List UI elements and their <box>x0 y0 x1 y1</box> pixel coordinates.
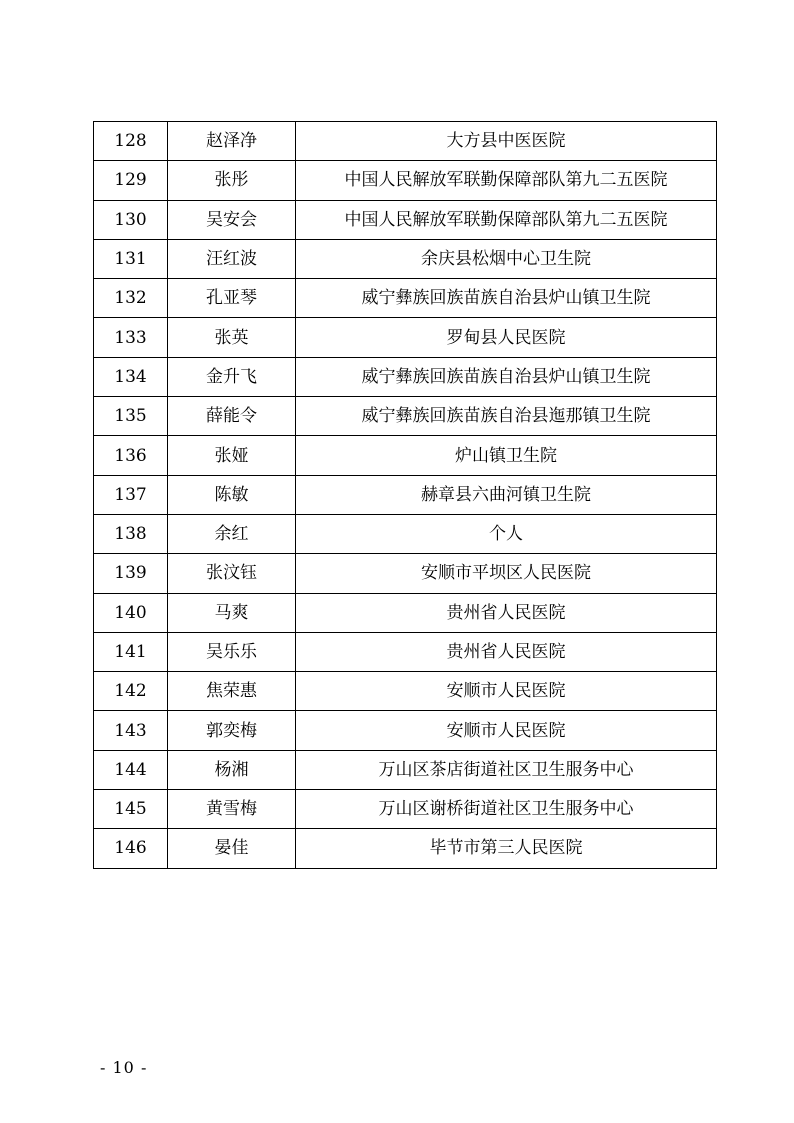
table-row <box>94 672 717 711</box>
row-number-cell: 138 <box>94 514 168 553</box>
row-number-cell: 146 <box>94 829 168 868</box>
table-row <box>94 632 717 671</box>
table-row <box>94 161 717 200</box>
row-number-cell: 135 <box>94 397 168 436</box>
table-row <box>94 514 717 553</box>
organization-cell: 安顺市人民医院 <box>296 672 717 711</box>
table-row <box>94 397 717 436</box>
name-cell: 杨湘 <box>168 750 296 789</box>
row-number-cell: 131 <box>94 239 168 278</box>
row-number-cell: 132 <box>94 279 168 318</box>
organization-cell: 个人 <box>296 514 717 553</box>
name-cell: 陈敏 <box>168 475 296 514</box>
organization-cell: 贵州省人民医院 <box>296 593 717 632</box>
page-number: - 10 - <box>100 1058 148 1077</box>
name-cell: 张英 <box>168 318 296 357</box>
table-row <box>94 829 717 868</box>
organization-cell: 炉山镇卫生院 <box>296 436 717 475</box>
name-cell: 张娅 <box>168 436 296 475</box>
name-cell: 张彤 <box>168 161 296 200</box>
name-cell: 吴乐乐 <box>168 632 296 671</box>
name-cell: 孔亚琴 <box>168 279 296 318</box>
organization-cell: 赫章县六曲河镇卫生院 <box>296 475 717 514</box>
organization-cell: 安顺市平坝区人民医院 <box>296 554 717 593</box>
table-row <box>94 475 717 514</box>
organization-cell: 毕节市第三人民医院 <box>296 829 717 868</box>
roster-table-body <box>94 122 717 869</box>
row-number-cell: 145 <box>94 790 168 829</box>
roster-table <box>93 121 717 869</box>
organization-cell: 威宁彝族回族苗族自治县炉山镇卫生院 <box>296 279 717 318</box>
organization-cell: 万山区谢桥街道社区卫生服务中心 <box>296 790 717 829</box>
table-row <box>94 318 717 357</box>
organization-cell: 贵州省人民医院 <box>296 632 717 671</box>
table-row <box>94 239 717 278</box>
row-number-cell: 140 <box>94 593 168 632</box>
row-number-cell: 141 <box>94 632 168 671</box>
name-cell: 余红 <box>168 514 296 553</box>
name-cell: 薛能令 <box>168 397 296 436</box>
table-row <box>94 750 717 789</box>
row-number-cell: 133 <box>94 318 168 357</box>
name-cell: 金升飞 <box>168 357 296 396</box>
table-row <box>94 357 717 396</box>
table-row <box>94 436 717 475</box>
organization-cell: 大方县中医医院 <box>296 122 717 161</box>
row-number-cell: 142 <box>94 672 168 711</box>
row-number-cell: 144 <box>94 750 168 789</box>
table-row <box>94 593 717 632</box>
row-number-cell: 134 <box>94 357 168 396</box>
name-cell: 焦荣惠 <box>168 672 296 711</box>
name-cell: 晏佳 <box>168 829 296 868</box>
table-row <box>94 790 717 829</box>
organization-cell: 余庆县松烟中心卫生院 <box>296 239 717 278</box>
name-cell: 吴安会 <box>168 200 296 239</box>
organization-cell: 中国人民解放军联勤保障部队第九二五医院 <box>296 161 717 200</box>
organization-cell: 罗甸县人民医院 <box>296 318 717 357</box>
name-cell: 汪红波 <box>168 239 296 278</box>
table-row <box>94 122 717 161</box>
name-cell: 郭奕梅 <box>168 711 296 750</box>
row-number-cell: 129 <box>94 161 168 200</box>
table-row <box>94 279 717 318</box>
row-number-cell: 136 <box>94 436 168 475</box>
name-cell: 赵泽净 <box>168 122 296 161</box>
table-row <box>94 711 717 750</box>
name-cell: 张汶钰 <box>168 554 296 593</box>
table-row <box>94 200 717 239</box>
organization-cell: 威宁彝族回族苗族自治县迤那镇卫生院 <box>296 397 717 436</box>
organization-cell: 安顺市人民医院 <box>296 711 717 750</box>
row-number-cell: 139 <box>94 554 168 593</box>
name-cell: 黄雪梅 <box>168 790 296 829</box>
row-number-cell: 137 <box>94 475 168 514</box>
organization-cell: 万山区茶店街道社区卫生服务中心 <box>296 750 717 789</box>
table-row <box>94 554 717 593</box>
row-number-cell: 130 <box>94 200 168 239</box>
organization-cell: 威宁彝族回族苗族自治县炉山镇卫生院 <box>296 357 717 396</box>
organization-cell: 中国人民解放军联勤保障部队第九二五医院 <box>296 200 717 239</box>
name-cell: 马爽 <box>168 593 296 632</box>
row-number-cell: 128 <box>94 122 168 161</box>
row-number-cell: 143 <box>94 711 168 750</box>
